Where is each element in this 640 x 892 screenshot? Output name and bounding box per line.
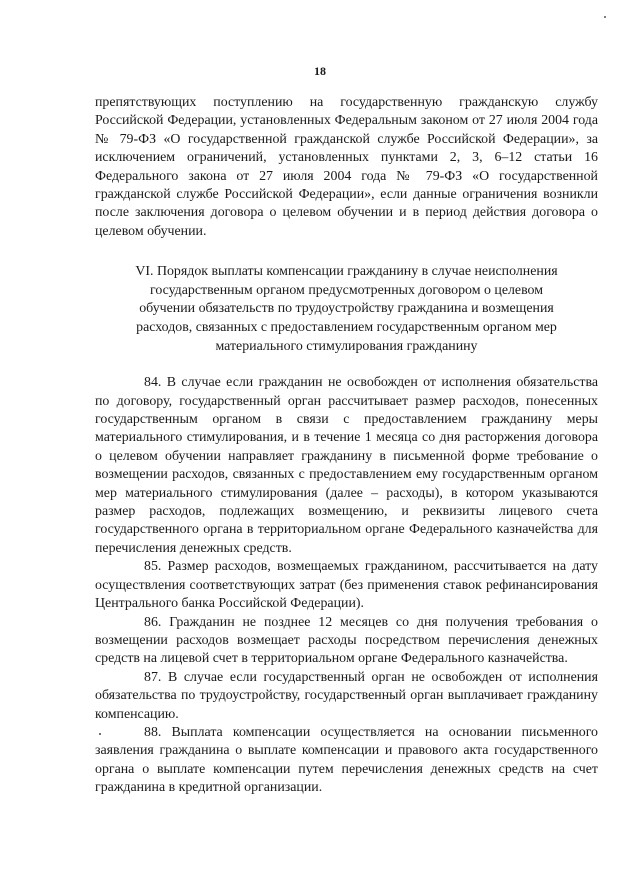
document-body [95,94,598,798]
paragraph-84: 84. В случае если гражданин не освобожден от исполнения обязательства по договору, государственный орган рассчитывает размер расходов, понесенных государственным органом в связи с предоставлением гражданину меры материального стимулирования, и в течение 1 месяца со дня расторжения договора о целевом обучении направляет гражданину в письменной форме требование о возмещении расходов, связанных с предоставлением ему государственным органом мер материального стимулирования (далее – расходы), в котором указываются размер расходов, подлежащих возмещению, и реквизиты лицевого счета государственного органа в территориальном органе Федерального казначейства для перечисления денежных средств. [95,375,598,556]
paragraph-88: 88. Выплата компенсации осуществляется на основании письменного заявления гражданина о выплате компенсации и правового акта государственного органа о выплате компенсации путем перечисления денежных средств на счет гражданина в кредитной организации. [95,724,598,796]
paragraph-87: 87. В случае если государственный орган не освобожден от исполнения обязательства по трудоустройству, государственный орган выплачивает гражданину компенсацию. [95,669,598,722]
paragraph-86: 86. Гражданин не позднее 12 месяцев со дня получения требования о возмещении расходов возмещает расходы посредством перечисления денежных средств на лицевой счет в территориальном органе Федерального казначейства. [95,614,598,667]
paragraph-85: 85. Размер расходов, возмещаемых гражданином, рассчитывается на дату осуществления соответствующих затрат (без применения ставок рефинансирования Центрального банка Российской Федерации). [95,559,598,612]
continuation-paragraph: препятствующих поступлению на государственную гражданскую службу Российской Федерации, установленных Федеральным законом от 27 июля 2004 года № 79-ФЗ «О государственной гражданской службе Российской Федерации», за исключением ограничений, установленных пунктами 2, 3, 6–12 статьи 16 Федерального закона от 27 июля 2004 года № 79-ФЗ «О государственной гражданской службе Российской Федерации», если данные ограничения возникли после заключения договора о целевом обучении и в период действия договора о целевом обучении. [95,95,598,239]
section-heading: VI. Порядок выплаты компенсации гражданину в случае неисполнения государственным органом предусмотренных договором о целевом обучении обязательств по трудоустройству гражданина и возмещения расходов, связанных с предоставлением государственным органом мер материального стимулирования гражданину [135,264,558,354]
scan-mark [604,16,606,18]
page-number: 18 [314,64,326,78]
scan-mark [99,733,101,735]
